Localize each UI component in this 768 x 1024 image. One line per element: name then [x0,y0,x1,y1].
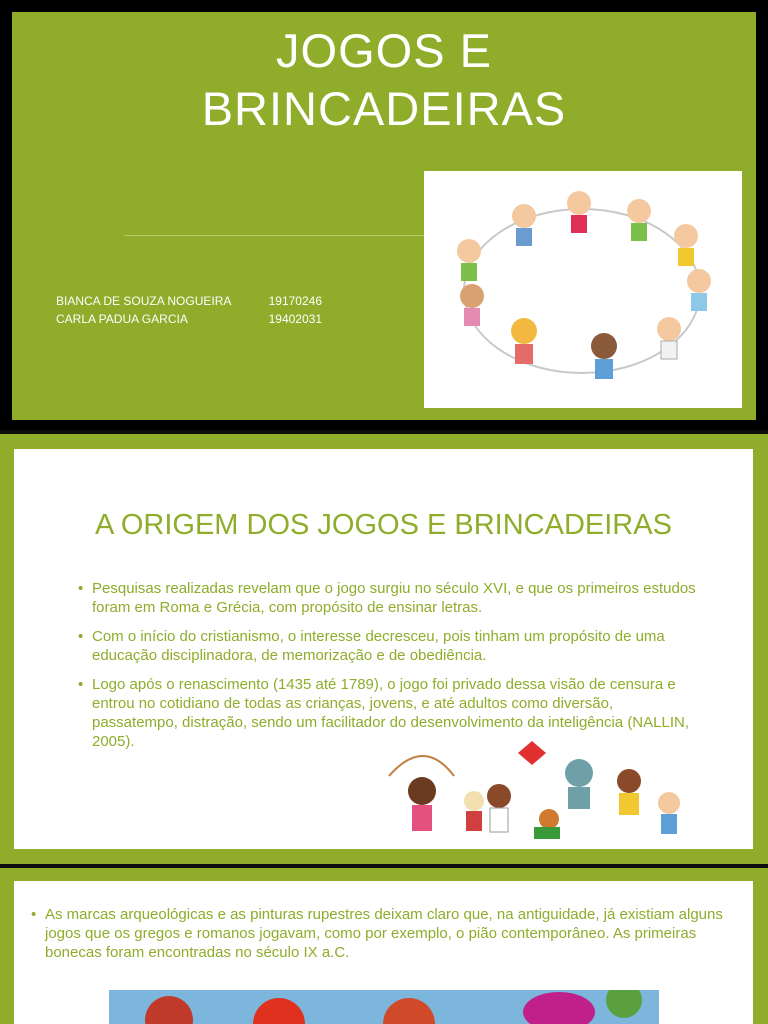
author-name: CARLA PADUA GARCIA [56,312,188,326]
title-line-1: JOGOS E [276,24,492,77]
bullet-item: • Pesquisas realizadas revelam que o jogo surgiu no século XVI, e que os primeiros estudos foram em Roma e Grécia, com propósito de ensinar letras. [78,579,698,617]
slide-2-background [0,434,768,864]
section-heading: A ORIGEM DOS JOGOS E BRINCADEIRAS [95,509,672,541]
slide-1 [0,0,768,430]
bullet-item: • Logo após o renascimento (1435 até 1789), o jogo foi privado dessa visão de censura e entrou no cotidiano de todas as crianças, jovens, e até adultos como diversão, passatempo, distração, sendo um facilitador do desenvolvimento da inteligência (NALLIN, 2005). [78,675,698,751]
cartoon-characters-image [109,990,659,1024]
author-id: 19170246 [268,294,322,308]
author-row [56,310,322,328]
slide-1-background [12,12,756,420]
slide-3 [0,868,768,1024]
children-playing-image [384,741,714,846]
bullet-list [78,579,698,761]
bullet-item: • As marcas arqueológicas e as pinturas rupestres deixam claro que, na antiguidade, já existiam alguns jogos que os gregos e romanos jogavam, como por exemplo, o pião contemporâneo. As primeiras bonecas foram encontradas no século IX a.C. [31,905,741,962]
children-circle-image [424,171,742,408]
author-id: 19402031 [268,312,322,326]
title-line-2: BRINCADEIRAS [201,82,567,135]
author-row [56,292,322,310]
slide-3-background [0,868,768,1024]
slide-2-content [14,449,753,849]
author-name: BIANCA DE SOUZA NOGUEIRA [56,294,232,308]
slide-3-content [14,881,753,1024]
slide-2 [0,434,768,864]
bullet-item: • Com o início do cristianismo, o interesse decresceu, pois tinham um propósito de uma educação disciplinadora, de memorização e de obediência. [78,627,698,665]
divider-line [124,235,424,236]
authors-block [56,292,322,328]
